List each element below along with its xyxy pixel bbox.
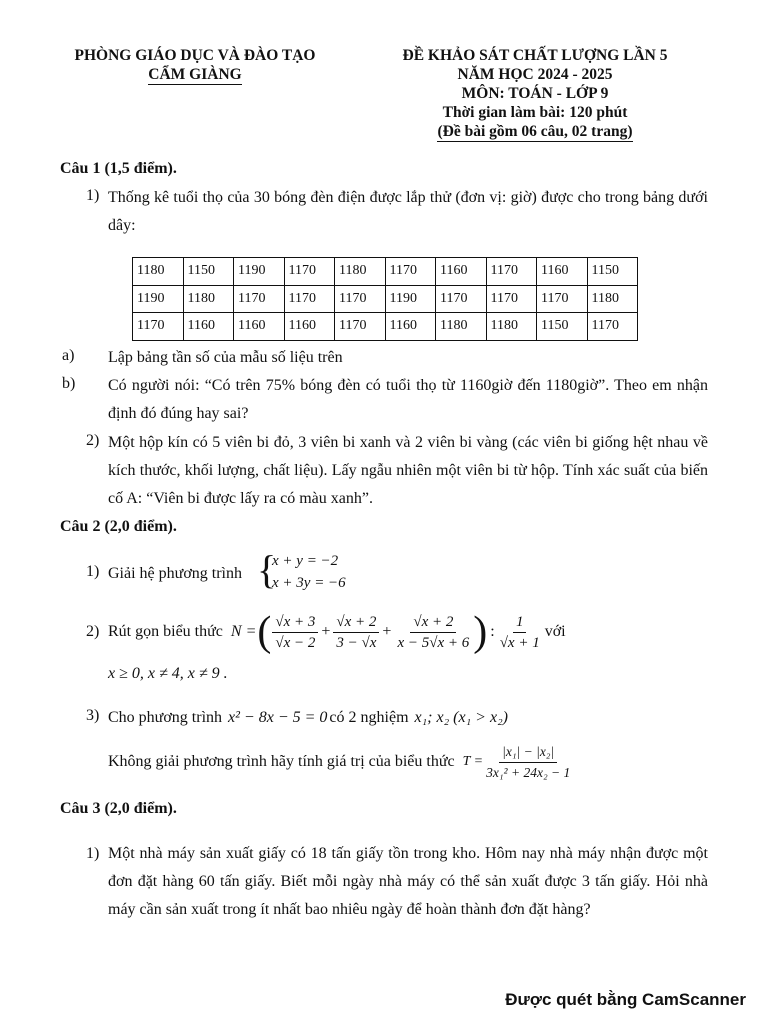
q2-part2-number: 2) bbox=[86, 623, 100, 640]
q1-b-number: b) bbox=[62, 375, 76, 392]
table-cell: 1170 bbox=[335, 313, 386, 341]
roots: x₁; x₂ (x₁ > x₂) bbox=[414, 709, 508, 726]
department-name: PHÒNG GIÁO DỤC VÀ ĐÀO TẠO bbox=[74, 47, 316, 64]
question-2-title: Câu 2 (2,0 điểm). bbox=[60, 518, 177, 535]
table-cell: 1180 bbox=[335, 258, 386, 286]
time-limit: Thời gian làm bài: 120 phút bbox=[442, 104, 628, 121]
q2-part3-text-c: Không giải phương trình hãy tính giá trị của biểu thức bbox=[108, 753, 455, 770]
subject: MÔN: TOÁN - LỚP 9 bbox=[461, 85, 609, 102]
table-cell: 1180 bbox=[587, 285, 638, 313]
table-cell: 1160 bbox=[183, 313, 234, 341]
table-cell: 1160 bbox=[436, 258, 487, 286]
table-cell: 1160 bbox=[385, 313, 436, 341]
T-label: T = bbox=[462, 754, 484, 769]
lifetime-data-table bbox=[132, 257, 638, 341]
table-row bbox=[133, 285, 638, 313]
quadratic-equation: x² − 8x − 5 = 0 bbox=[228, 709, 328, 726]
domain-condition: x ≥ 0, x ≠ 4, x ≠ 9 . bbox=[108, 665, 228, 682]
q2-part3-text-a: Cho phương trình bbox=[108, 709, 223, 726]
camscanner-watermark: Được quét bằng CamScanner bbox=[505, 990, 746, 1009]
system-brace: { bbox=[257, 547, 277, 592]
expression-N: Rút gọn biểu thức N = ( $\frac{√x + 3}{√x - 2}$ + $\frac{√x + 2}{3 - √x}$ + $\frac{√x + 2}{x - 5√x + 6}$ ) : $\frac{1}{√x + 1}$ với bbox=[108, 609, 566, 655]
table-cell: 1170 bbox=[486, 258, 537, 286]
table-cell: 1190 bbox=[234, 258, 285, 286]
district-name: CẨM GIÀNG bbox=[148, 66, 242, 83]
q1-part1-text: Thống kê tuổi thọ của 30 bóng đèn điện được lắp thử (đơn vị: giờ) được cho trong bảng dưới dây: bbox=[108, 189, 708, 234]
fraction-1: $\frac{√x + 3}{√x - 2}$ bbox=[272, 612, 318, 653]
right-paren: ) bbox=[473, 609, 488, 655]
table-cell: 1170 bbox=[436, 285, 487, 313]
equation-2: x + 3y = −6 bbox=[272, 575, 346, 591]
q1-part1-number: 1) bbox=[86, 187, 100, 204]
q2-part1-text: Giải hệ phương trình bbox=[108, 565, 242, 582]
table-cell: 1170 bbox=[234, 285, 285, 313]
table-cell: 1170 bbox=[284, 285, 335, 313]
table-cell: 1170 bbox=[133, 313, 184, 341]
table-row bbox=[133, 313, 638, 341]
table-cell: 1190 bbox=[133, 285, 184, 313]
question-3-title: Câu 3 (2,0 điểm). bbox=[60, 800, 177, 817]
table-cell: 1170 bbox=[486, 285, 537, 313]
table-cell: 1180 bbox=[183, 285, 234, 313]
school-year: NĂM HỌC 2024 - 2025 bbox=[457, 66, 613, 83]
q2-part3-number: 3) bbox=[86, 707, 100, 724]
table-cell: 1170 bbox=[284, 258, 335, 286]
T-fraction: $\frac{\text{|x₁| − |x₂|}}{\text{3x₁² + 24x₂ − 1}}$ bbox=[486, 743, 571, 780]
q1-part2-text: Một hộp kín có 5 viên bi đỏ, 3 viên bi xanh và 2 viên bi vàng (các viên bi giống hệt nhau về kích thước, khối lượng, chất liệu). Lấy ngẫu nhiên một viên bi từ hộp. Tính xác suất của biến cố A: “Viên bi được lấy ra có màu xanh”. bbox=[108, 434, 708, 507]
header-right bbox=[380, 46, 690, 142]
q1-a-text: Lập bảng tần số của mẫu số liệu trên bbox=[108, 349, 343, 366]
exam-title: ĐỀ KHẢO SÁT CHẤT LƯỢNG LẦN 5 bbox=[402, 47, 668, 64]
table-cell: 1180 bbox=[133, 258, 184, 286]
table-cell: 1190 bbox=[385, 285, 436, 313]
table-cell: 1180 bbox=[486, 313, 537, 341]
q2-part3-line2 bbox=[108, 740, 573, 784]
fraction-2: $\frac{√x + 2}{3 - √x}$ bbox=[333, 612, 379, 653]
fraction-4: $\frac{1}{√x + 1}$ bbox=[499, 613, 540, 651]
equation-system bbox=[272, 550, 346, 594]
q3-part1-number: 1) bbox=[86, 845, 100, 862]
table-cell: 1170 bbox=[335, 285, 386, 313]
table-cell: 1160 bbox=[234, 313, 285, 341]
left-paren: ( bbox=[257, 609, 272, 655]
q2-part2-text: Rút gọn biểu thức bbox=[108, 623, 223, 640]
q1-a-number: a) bbox=[62, 347, 75, 364]
table-cell: 1160 bbox=[284, 313, 335, 341]
with-text: với bbox=[544, 623, 566, 640]
table-cell: 1180 bbox=[436, 313, 487, 341]
fraction-3: $\frac{√x + 2}{x - 5√x + 6}$ bbox=[397, 613, 470, 651]
table-cell: 1150 bbox=[183, 258, 234, 286]
table-row bbox=[133, 258, 638, 286]
header-left bbox=[60, 46, 330, 85]
q2-part3-line1 bbox=[108, 704, 508, 732]
q2-part1-number: 1) bbox=[86, 563, 100, 580]
q3-part1-text: Một nhà máy sản xuất giấy có 18 tấn giấy tồn trong kho. Hôm nay nhà máy nhận được một đơn đặt hàng 60 tấn giấy. Biết mỗi ngày nhà máy có thể sản xuất được 3 tấn giấy. Hỏi nhà máy cần sản xuất trong ít nhất bao nhiêu ngày để hoàn thành đơn đặt hàng? bbox=[108, 845, 708, 918]
table-cell: 1160 bbox=[537, 258, 588, 286]
table-cell: 1170 bbox=[537, 285, 588, 313]
table-cell: 1170 bbox=[587, 313, 638, 341]
q2-part3-text-b: có 2 nghiệm bbox=[329, 709, 409, 726]
q1-b-text: Có người nói: “Có trên 75% bóng đèn có tuổi thọ từ 1160giờ đến 1180giờ”. Theo em nhận định đó đúng hay sai? bbox=[108, 377, 708, 422]
N-label: N = bbox=[230, 623, 257, 640]
page-count: (Đề bài gồm 06 câu, 02 trang) bbox=[437, 123, 633, 140]
table-cell: 1170 bbox=[385, 258, 436, 286]
table-cell: 1150 bbox=[537, 313, 588, 341]
q1-part2-number: 2) bbox=[86, 432, 100, 449]
equation-1: x + y = −2 bbox=[272, 553, 339, 569]
table-cell: 1150 bbox=[587, 258, 638, 286]
question-1-title: Câu 1 (1,5 điểm). bbox=[60, 160, 177, 177]
